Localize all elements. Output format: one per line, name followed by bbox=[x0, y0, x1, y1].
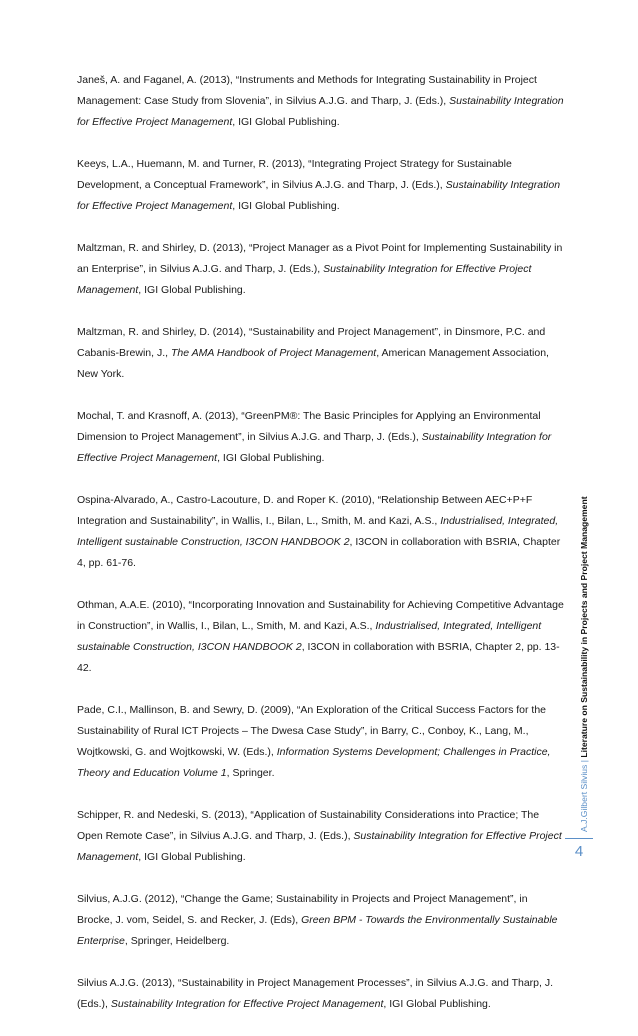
running-header-author: A.J.Gilbert Silvius bbox=[579, 764, 589, 832]
reference-entry bbox=[77, 700, 565, 784]
reference-text: Maltzman, R. and Shirley, D. (2013), “Project Manager as a Pivot Point for Implementing Sustainability in an Enterprise”, in Silvius A.J.G. and Tharp, J. (Eds.), bbox=[77, 242, 563, 275]
page-number: 4 bbox=[574, 843, 584, 860]
reference-entry bbox=[77, 595, 565, 679]
reference-entry bbox=[77, 154, 565, 217]
reference-text: , Springer. bbox=[226, 767, 275, 779]
reference-title-italic: The AMA Handbook of Project Management bbox=[170, 347, 377, 359]
reference-title-italic: Sustainability Integration for Effective Project Management bbox=[77, 431, 552, 464]
running-header-separator: | bbox=[579, 760, 589, 763]
reference-entry bbox=[77, 238, 565, 301]
reference-text: , IGI Global Publishing. bbox=[232, 200, 340, 212]
reference-list bbox=[77, 70, 565, 1036]
reference-text: Janeš, A. and Faganel, A. (2013), “Instruments and Methods for Integrating Sustainability in Project Management: Case Study from Slovenia”, in Silvius A.J.G. and Tharp, J. (Eds.), bbox=[77, 74, 537, 107]
reference-entry bbox=[77, 322, 565, 385]
reference-text: Othman, A.A.E. (2010), “Incorporating Innovation and Sustainability for Achieving Competitive Advantage in Construction”, in Wallis, I., Bilan, L., Smith, M. and Kazi, A.S., bbox=[77, 599, 564, 632]
reference-entry bbox=[77, 406, 565, 469]
reference-title-italic: Sustainability Integration for Effective Project Management bbox=[77, 263, 532, 296]
page-number-rule bbox=[565, 838, 593, 839]
running-header bbox=[566, 496, 590, 838]
reference-text: Maltzman, R. and Shirley, D. (2014), “Sustainability and Project Management”, in Dinsmore, P.C. and Cabanis-Brewin, J., bbox=[77, 326, 546, 359]
reference-title-italic: Sustainability Integration for Effective Project Management bbox=[77, 830, 562, 863]
running-header-title: Literature on Sustainability in Projects and Project Management bbox=[579, 496, 589, 758]
reference-text: Ospina-Alvarado, A., Castro-Lacouture, D. and Roper K. (2010), “Relationship Between AEC+P+F Integration and Sustainability”, in Wallis, I., Bilan, L., Smith, M. and Kazi, A.S., bbox=[77, 494, 533, 527]
reference-title-italic: Green BPM - Towards the Environmentally Sustainable Enterprise bbox=[77, 914, 558, 947]
reference-text: , Springer, Heidelberg. bbox=[124, 935, 230, 947]
reference-text: Schipper, R. and Nedeski, S. (2013), “Application of Sustainability Considerations into Practice; The Open Remote Case”, in Silvius A.J.G. and Tharp, J. (Eds.), bbox=[77, 809, 540, 842]
reference-text: Pade, C.I., Mallinson, B. and Sewry, D. (2009), “An Exploration of the Critical Success Factors for the Sustainability of Rural ICT Projects – The Dwesa Case Study”, in Barry, C., Conboy, K., Lang, M., Wojtkowski, G. and Wojtkowski, W. (Eds.), bbox=[77, 704, 547, 758]
reference-entry bbox=[77, 889, 565, 952]
reference-entry bbox=[77, 70, 565, 133]
reference-title-italic: Industrialised, Integrated, Intelligent sustainable Construction, I3CON HANDBOOK 2 bbox=[77, 620, 542, 653]
reference-text: Silvius, A.J.G. (2012), “Change the Game; Sustainability in Projects and Project Management”, in Brocke, J. vom, Seidel, S. and Recker, J. (Eds), bbox=[77, 893, 528, 926]
reference-entry bbox=[77, 805, 565, 868]
reference-text: , IGI Global Publishing. bbox=[217, 452, 325, 464]
reference-entry bbox=[77, 490, 565, 574]
reference-title-italic: Sustainability Integration for Effective Project Management bbox=[77, 179, 561, 212]
reference-text: Silvius A.J.G. (2013), “Sustainability in Project Management Processes”, in Silvius A.J.G. and Tharp, J. (Eds.), bbox=[77, 977, 554, 1010]
reference-entry bbox=[77, 973, 565, 1015]
reference-text: , IGI Global Publishing. bbox=[383, 998, 491, 1010]
reference-title-italic: Industrialised, Integrated, Intelligent sustainable Construction, I3CON HANDBOOK 2 bbox=[77, 515, 559, 548]
reference-text: , I3CON in collaboration with BSRIA, Chapter 4, pp. 61-76. bbox=[77, 536, 561, 569]
reference-title-italic: Sustainability Integration for Effective Project Management bbox=[110, 998, 384, 1010]
reference-text: , IGI Global Publishing. bbox=[232, 116, 340, 128]
reference-title-italic: Information Systems Development; Challenges in Practice, Theory and Education Volume 1 bbox=[77, 746, 551, 779]
reference-text: , IGI Global Publishing. bbox=[138, 284, 246, 296]
reference-text: Mochal, T. and Krasnoff, A. (2013), “GreenPM®: The Basic Principles for Applying an Environmental Dimension to Project Management”, in Silvius A.J.G. and Tharp, J. (Eds.), bbox=[77, 410, 541, 443]
running-header-text bbox=[578, 496, 590, 832]
reference-title-italic: Sustainability Integration for Effective Project Management bbox=[77, 95, 564, 128]
reference-text: , American Management Association, New York. bbox=[77, 347, 549, 380]
reference-text: , I3CON in collaboration with BSRIA, Chapter 2, pp. 13-42. bbox=[77, 641, 560, 674]
reference-text: , IGI Global Publishing. bbox=[138, 851, 246, 863]
reference-text: Keeys, L.A., Huemann, M. and Turner, R. (2013), “Integrating Project Strategy for Sustainable Development, a Conceptual Framework”, in Silvius A.J.G. and Tharp, J. (Eds.), bbox=[77, 158, 512, 191]
